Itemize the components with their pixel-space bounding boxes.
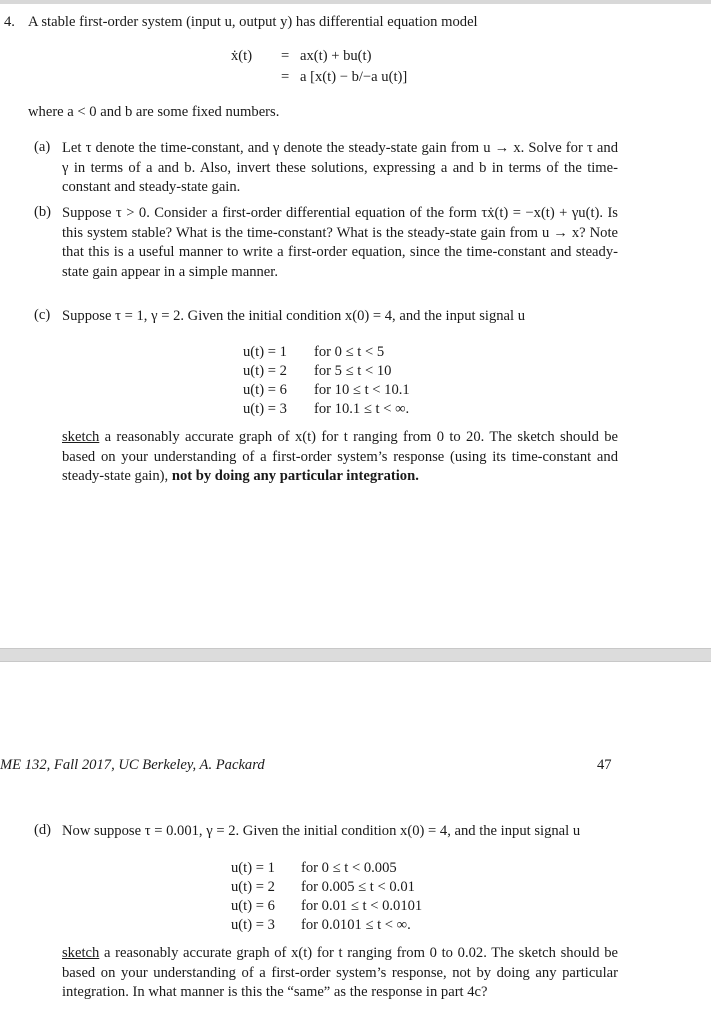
- part-c-text: Suppose τ = 1, γ = 2. Given the initial condition x(0) = 4, and the input signal u: [62, 308, 526, 324]
- case-c-4-cond: for 10.1 ≤ t < ∞.: [314, 401, 410, 417]
- equation-sign-1: =: [281, 48, 290, 64]
- case-c-3-lhs: u(t) = 6: [243, 382, 287, 398]
- part-c-after-text: a reasonably accurate graph of x(t) for t ranging from 0 to 20. The sketch should be based on your understanding of a first-order system’s response (using its time-constant and steady-state gain),: [62, 429, 618, 485]
- sketch-word-c: sketch: [62, 429, 100, 445]
- part-a-text: Let τ denote the time-constant, and γ denote the steady-state gain from u → x. Solve for τ and γ in terms of a and b. Also, invert these solutions, expressing a and b in terms of the time-constant and steady-state gain.: [62, 140, 618, 196]
- case-d-1-cond: for 0 ≤ t < 0.005: [301, 860, 397, 876]
- footer-course: ME 132, Fall 2017, UC Berkeley, A. Packard: [0, 757, 265, 773]
- equation-rhs-1: ax(t) + bu(t): [300, 48, 372, 64]
- case-d-2-lhs: u(t) = 2: [231, 879, 275, 895]
- case-c-3-cond: for 10 ≤ t < 10.1: [314, 382, 410, 398]
- case-c-2-cond: for 5 ≤ t < 10: [314, 363, 392, 379]
- case-d-4-cond: for 0.0101 ≤ t < ∞.: [301, 917, 411, 933]
- equation-lhs: ẋ(t): [231, 48, 253, 64]
- part-d-text: Now suppose τ = 0.001, γ = 2. Given the initial condition x(0) = 4, and the input signal u: [62, 823, 581, 839]
- part-a-label: (a): [34, 139, 51, 155]
- problem-number: 4.: [4, 14, 15, 30]
- part-b-label: (b): [34, 204, 52, 220]
- case-c-1-lhs: u(t) = 1: [243, 344, 287, 360]
- equation-rhs-2: a [x(t) − b/−a u(t)]: [300, 69, 408, 85]
- case-d-4-lhs: u(t) = 3: [231, 917, 275, 933]
- case-d-2-cond: for 0.005 ≤ t < 0.01: [301, 879, 415, 895]
- part-b-text: Suppose τ > 0. Consider a first-order differential equation of the form τẋ(t) = −x(t) + γu(t). Is this system stable? What is the time-constant? What is the steady-state gain from u → x? Note that this is a useful manner to write a first-order equation, since the time-constant and steady-state gain appear in a simple manner.: [62, 205, 618, 280]
- case-d-1-lhs: u(t) = 1: [231, 860, 275, 876]
- problem-intro: A stable first-order system (input u, output y) has differential equation model: [28, 14, 478, 30]
- case-c-4-lhs: u(t) = 3: [243, 401, 287, 417]
- where-text: where a < 0 and b are some fixed numbers.: [28, 104, 280, 120]
- case-d-3-lhs: u(t) = 6: [231, 898, 275, 914]
- page-separator: [0, 648, 711, 662]
- case-d-3-cond: for 0.01 ≤ t < 0.0101: [301, 898, 423, 914]
- sketch-word-d: sketch: [62, 945, 100, 961]
- part-d-after-text: a reasonably accurate graph of x(t) for t ranging from 0 to 0.02. The sketch should be based on your understanding of a first-order system’s response, not by doing any particular integration. In what manner is this the “same” as the response in part 4c?: [62, 945, 618, 1001]
- case-c-1-cond: for 0 ≤ t < 5: [314, 344, 385, 360]
- footer-page-number: 47: [597, 757, 612, 773]
- equation-sign-2: =: [281, 69, 290, 85]
- part-d-sketch-paragraph: [62, 944, 618, 1003]
- part-c-sketch-paragraph: [62, 428, 618, 487]
- page-bottom: [0, 662, 711, 1024]
- part-d-label: (d): [34, 822, 52, 838]
- part-c-bold-text: not by doing any particular integration.: [171, 468, 419, 485]
- case-c-2-lhs: u(t) = 2: [243, 363, 287, 379]
- part-c-label: (c): [34, 307, 51, 323]
